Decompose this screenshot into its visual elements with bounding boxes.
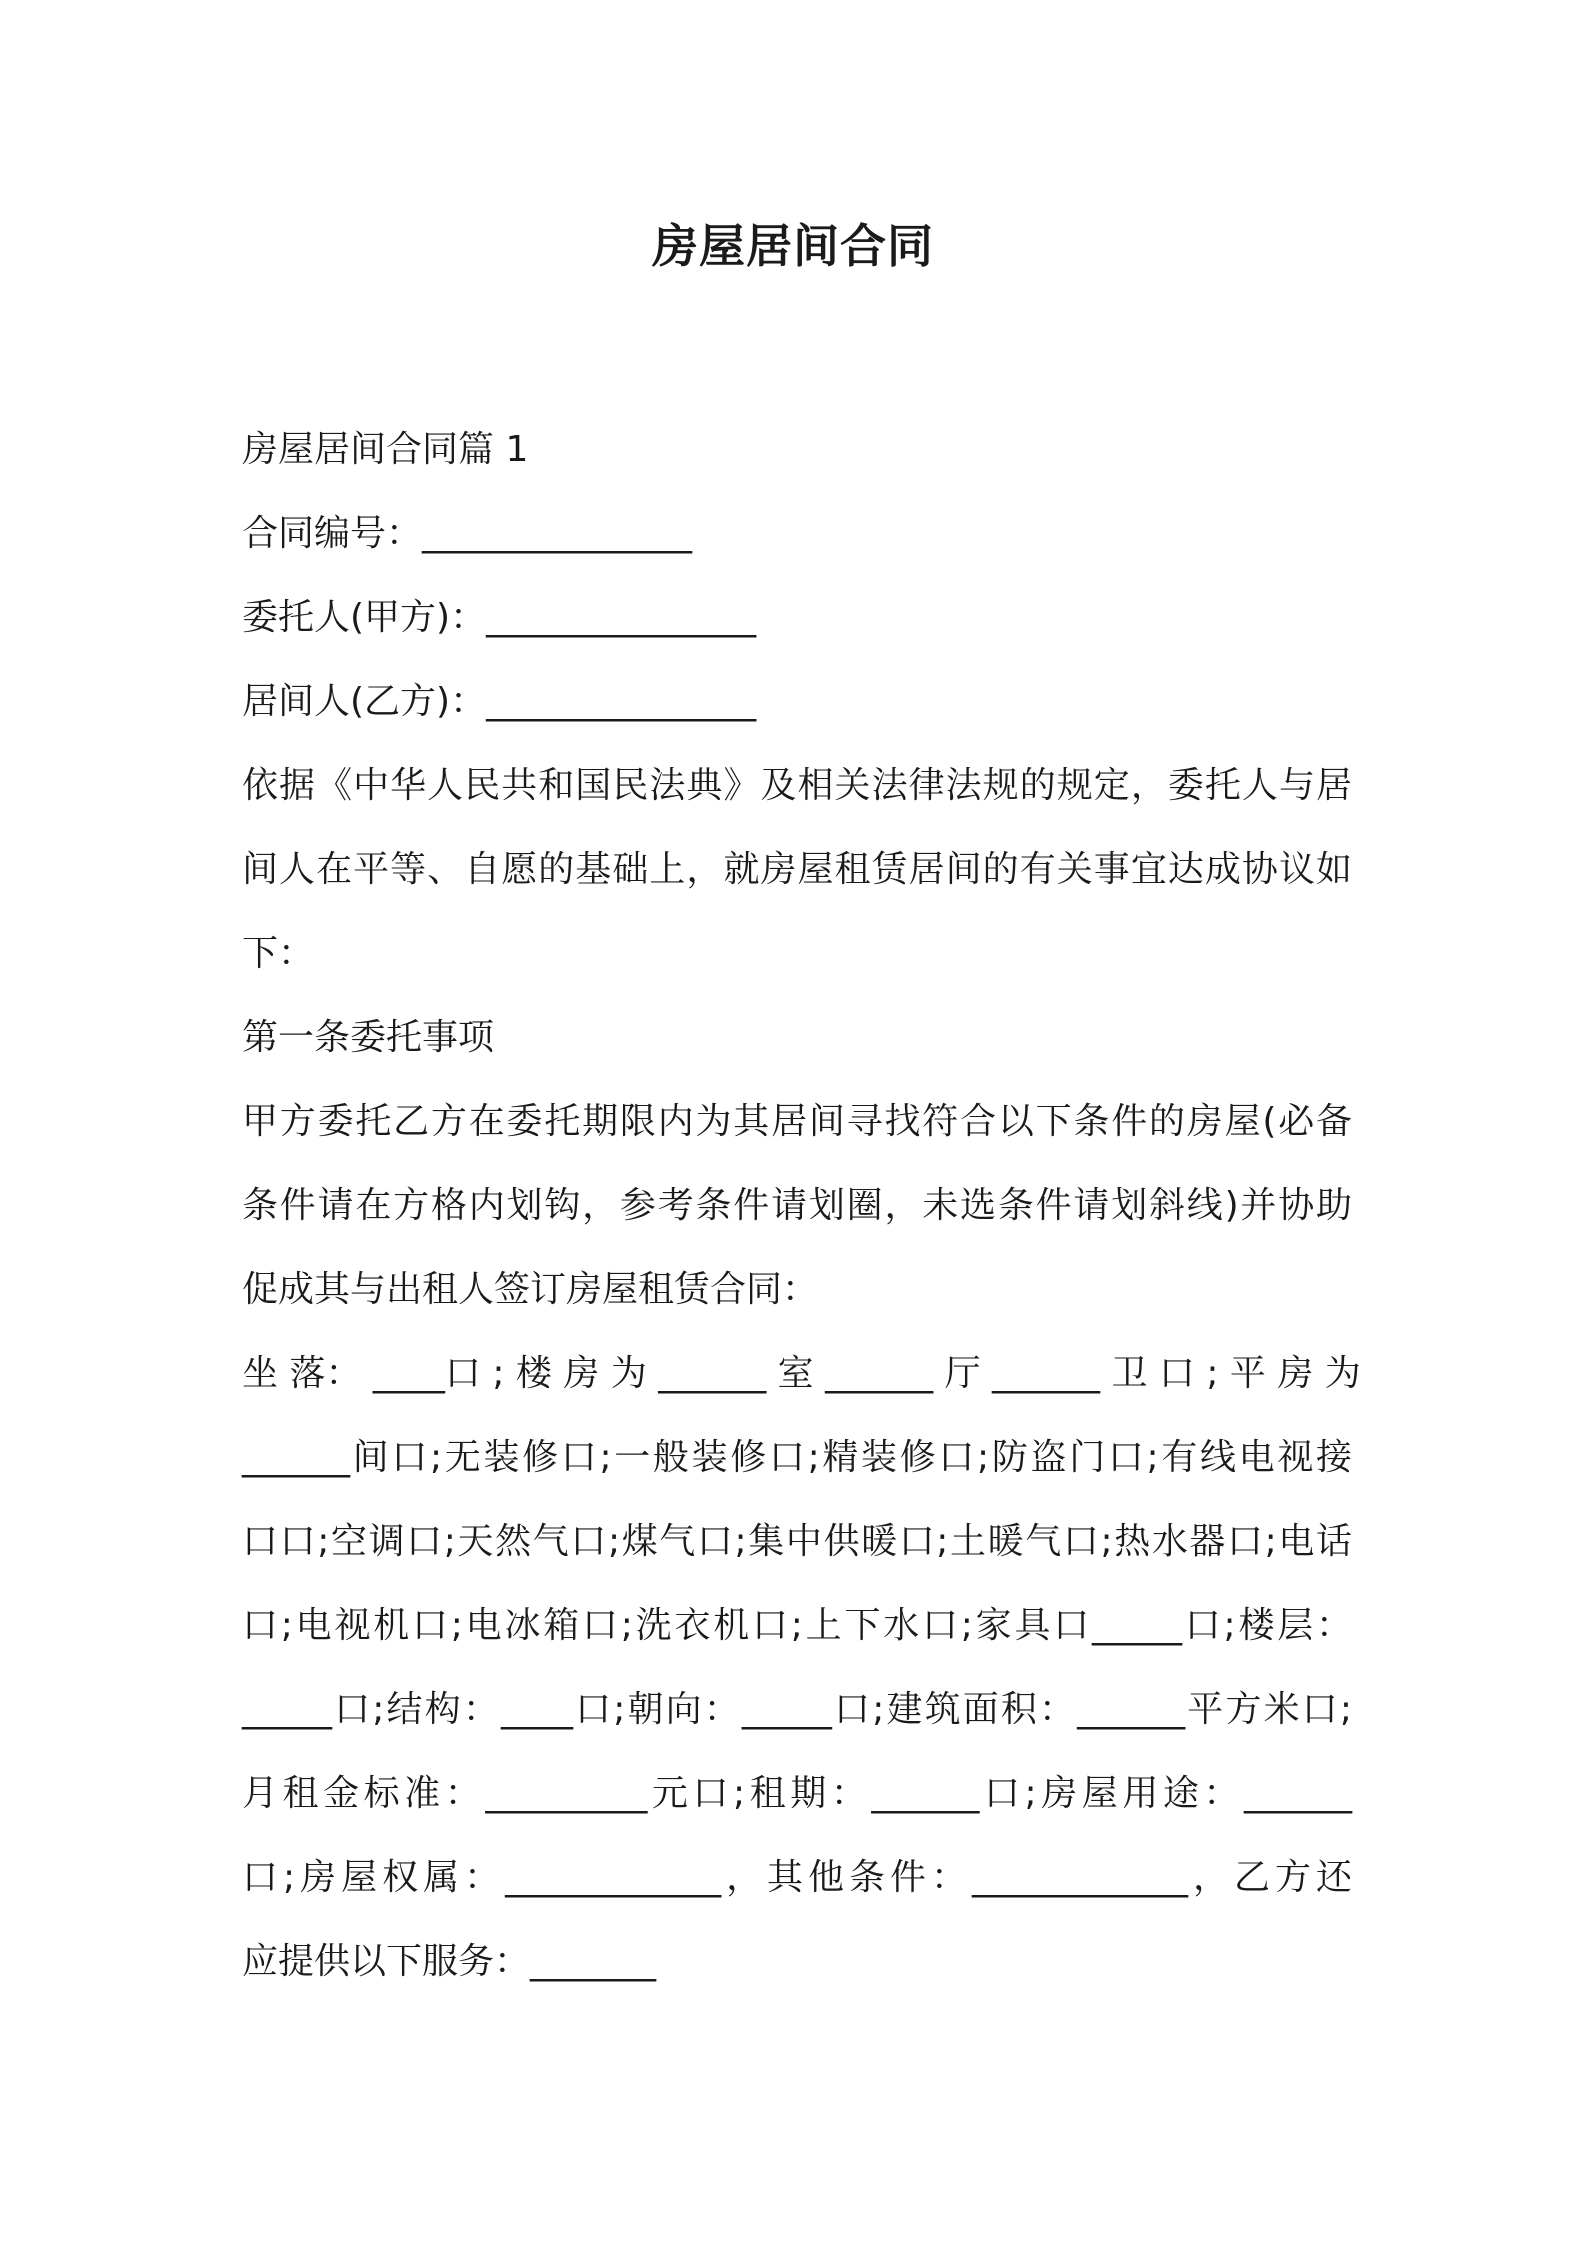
section-heading: 房屋居间合同篇 1 [242, 429, 529, 470]
article-heading: 第一条委托事项 [242, 1017, 495, 1058]
preamble-line: 依据《中华人民共和国民法典》及相关法律法规的规定，委托人与居 [242, 765, 1352, 806]
intermediary-party-field: 居间人(乙方)：_______________ [242, 681, 757, 722]
conditions-line: 口;房屋权属：____________，其他条件：____________，乙方还 [242, 1857, 1352, 1898]
client-party-field: 委托人(甲方)：_______________ [242, 597, 757, 638]
conditions-line: 口口;空调口;天然气口;煤气口;集中供暖口;土暖气口;热水器口;电话 [242, 1521, 1352, 1562]
conditions-line: ______间口;无装修口;一般装修口;精装修口;防盗门口;有线电视接 [242, 1437, 1352, 1478]
article-text-line: 条件请在方格内划钩，参考条件请划圈，未选条件请划斜线)并协助 [242, 1185, 1352, 1226]
conditions-line: 口;电视机口;电冰箱口;洗衣机口;上下水口;家具口_____口;楼层： [242, 1605, 1352, 1646]
conditions-line: _____口;结构：____口;朝向：_____口;建筑面积：______平方米口; [242, 1689, 1352, 1730]
conditions-line: 应提供以下服务：_______ [242, 1941, 657, 1982]
preamble-line: 下： [242, 933, 315, 974]
conditions-line: 坐 落： ____口 ; 楼 房 为 ______ 室 ______ 厅 ______ 卫 口 ; 平 房 为 [242, 1353, 1361, 1394]
document-body [242, 408, 1361, 2004]
article-text-line: 甲方委托乙方在委托期限内为其居间寻找符合以下条件的房屋(必备 [242, 1101, 1352, 1142]
conditions-line: 月租金标准：_________元口;租期：______口;房屋用途：______ [242, 1773, 1352, 1814]
preamble-line: 间人在平等、自愿的基础上，就房屋租赁居间的有关事宜达成协议如 [242, 849, 1352, 890]
article-text-line: 促成其与出租人签订房屋租赁合同： [242, 1269, 819, 1310]
contract-number-field: 合同编号：_______________ [242, 513, 693, 554]
document-title: 房屋居间合同 [652, 219, 934, 273]
